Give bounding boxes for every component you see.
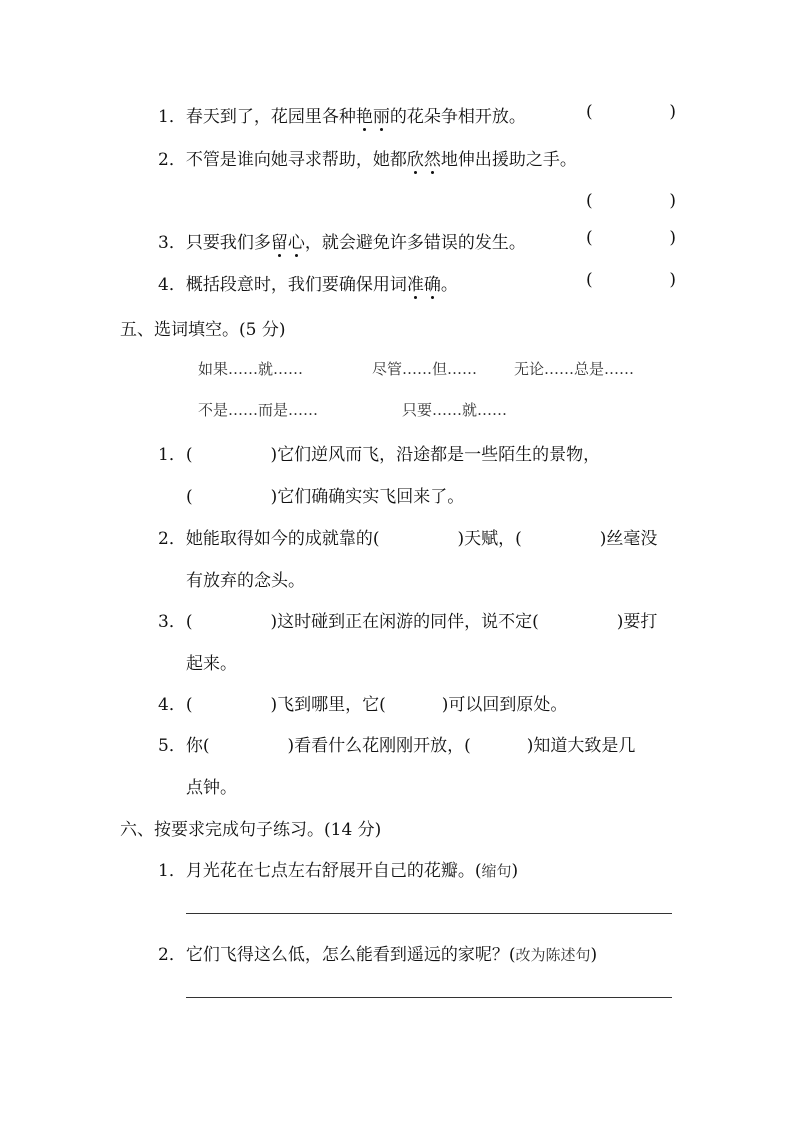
s5-question-3-cont: 起来。 (186, 654, 237, 674)
section-5-title: 五、选词填空。(5 分) (120, 320, 286, 340)
question-instruction: 改为陈述句 (515, 946, 591, 964)
dotted-char: 然 (423, 150, 441, 170)
question-number: 2． (158, 529, 186, 549)
s5-question-2-cont: 有放弃的念头。 (186, 571, 305, 591)
word-choice: 无论……总是…… (514, 360, 635, 378)
paren-close: ) (669, 228, 676, 248)
question-text: 地伸出援助之手。 (440, 150, 577, 170)
s5-question-3 (158, 607, 657, 632)
s6-question-1 (158, 856, 518, 881)
question-number: 4． (158, 695, 186, 715)
question-number: 1． (158, 445, 186, 465)
question-number: 3． (158, 233, 186, 253)
question-text: )看看什么花刚刚开放，( (287, 736, 471, 756)
answer-line-2[interactable] (186, 997, 672, 998)
paren-open: ( (586, 228, 593, 248)
s4-question-2 (158, 145, 577, 170)
question-text: )可以回到原处。 (441, 695, 568, 715)
s5-question-1 (158, 440, 600, 465)
s5-question-1-cont (186, 482, 464, 507)
paren-close: ) (669, 270, 676, 290)
question-text: ，就会避免许多错误的发生。 (304, 233, 526, 253)
question-text: )天赋，( (457, 529, 522, 549)
s5-question-4 (158, 690, 567, 715)
question-number: 3． (158, 612, 186, 632)
s5-question-5 (158, 731, 635, 756)
question-text: 春天到了，花园里各种 (185, 107, 356, 127)
question-text: 你( (185, 736, 210, 756)
question-text: )飞到哪里，它( (270, 695, 386, 715)
question-number: 2． (158, 150, 186, 170)
question-text: 月光花在七点左右舒展开自己的花瓣。 (185, 861, 475, 881)
dotted-char: 心 (287, 233, 305, 253)
question-text: )知道大致是几 (526, 736, 636, 756)
note-paren: ( (474, 861, 482, 881)
paren-open: ( (586, 102, 593, 122)
question-text: ( (185, 445, 193, 465)
answer-line-1[interactable] (186, 913, 672, 914)
question-text: )丝毫没 (599, 529, 658, 549)
word-choice: 只要……就…… (402, 401, 508, 419)
dotted-char: 欣 (406, 150, 424, 170)
note-paren: ) (511, 861, 519, 881)
dotted-char: 艳 (355, 107, 373, 127)
note-paren: ) (590, 945, 598, 965)
question-number: 1． (158, 861, 186, 881)
word-choice: 不是……而是…… (198, 401, 319, 419)
question-text: 它们飞得这么低，怎么能看到遥远的家呢？ (185, 945, 509, 965)
paren-open: ( (586, 270, 593, 290)
dotted-char: 确 (423, 275, 441, 295)
question-number: 5． (158, 736, 186, 756)
question-text: 。 (440, 275, 458, 295)
s4-question-1 (158, 102, 526, 127)
question-number: 4． (158, 275, 186, 295)
question-number: 2． (158, 945, 186, 965)
dotted-char: 丽 (372, 107, 390, 127)
paren-close: ) (669, 191, 676, 211)
s5-question-2 (158, 524, 657, 549)
question-text: )它们确确实实飞回来了。 (270, 487, 465, 507)
section-6-title: 六、按要求完成句子练习。(14 分) (120, 820, 382, 840)
s4-question-3 (158, 228, 526, 253)
question-text: 只要我们多 (185, 233, 271, 253)
paren-open: ( (586, 191, 593, 211)
word-choice: 如果……就…… (198, 360, 304, 378)
s6-question-2 (158, 940, 597, 965)
word-choice: 尽管……但…… (372, 360, 478, 378)
paren-close: ) (669, 102, 676, 122)
s5-question-5-cont: 点钟。 (186, 778, 237, 798)
question-number: 1． (158, 107, 186, 127)
question-text: ( (185, 695, 193, 715)
dotted-char: 留 (270, 233, 288, 253)
question-instruction: 缩句 (481, 862, 512, 880)
note-paren: ( (508, 945, 516, 965)
question-text: ( (186, 487, 193, 507)
question-text: )它们逆风而飞，沿途都是一些陌生的景物， (270, 445, 601, 465)
question-text: )要打 (616, 612, 658, 632)
question-text: )这时碰到正在闲游的同伴，说不定( (270, 612, 539, 632)
question-text: 的花朵争相开放。 (389, 107, 526, 127)
dotted-char: 准 (406, 275, 424, 295)
question-text: 不管是谁向她寻求帮助，她都 (185, 150, 407, 170)
question-text: 她能取得如今的成就靠的( (185, 529, 380, 549)
question-text: ( (185, 612, 193, 632)
s4-question-4 (158, 270, 458, 295)
question-text: 概括段意时，我们要确保用词 (185, 275, 407, 295)
